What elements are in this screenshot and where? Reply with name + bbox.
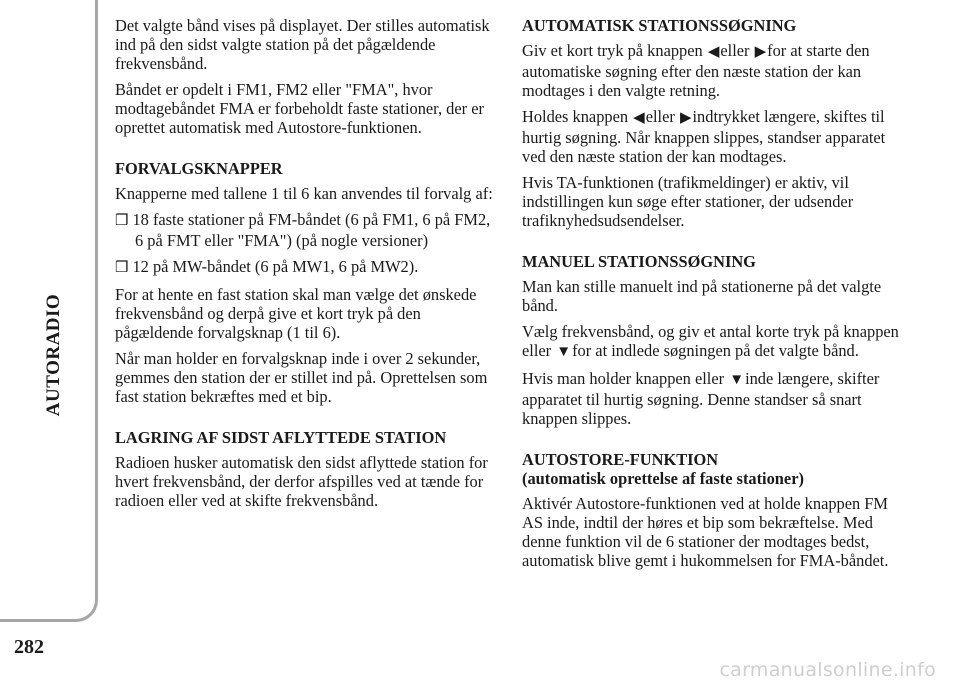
heading-autostore: AUTOSTORE-FUNKTION (automatisk oprettelse af faste stationer) <box>522 450 804 488</box>
heading-text: AUTOSTORE-FUNKTION <box>522 450 719 469</box>
paragraph: Man kan stille manuelt ind på stationerne på det valgte bånd. <box>522 277 882 315</box>
paragraph <box>522 322 907 362</box>
heading-automatisk-sogning: AUTOMATISK STATIONSSØGNING <box>522 16 797 35</box>
paragraph: Aktivér Autostore-funktionen ved at holde knappen FM AS inde, indtil der høres et bip som bekræftelse. Med denne funktion vil de 6 stationer der modtages bedst, automatisk blive gemt i hukommelsen for FMA-båndet. <box>522 494 889 570</box>
text: indtrykket længere, skiftes til hurtig søgning. Når knappen slippes, standser apparatet ved den næste station der kan modtages. <box>522 107 886 166</box>
list-item <box>115 210 500 250</box>
right-arrow-icon: ▶ <box>754 44 767 60</box>
text: Giv et kort tryk på knappen <box>522 41 703 60</box>
left-column <box>115 16 500 517</box>
text: for at indlede søgningen på det valgte bånd. <box>572 341 859 360</box>
heading-manuel-sogning: MANUEL STATIONSSØGNING <box>522 252 756 271</box>
text: Hvis man holder knappen eller <box>522 369 725 388</box>
heading-forvalgsknapper: FORVALGSKNAPPER <box>115 159 283 178</box>
paragraph: Båndet er opdelt i FM1, FM2 eller "FMA", hvor modtagebåndet FMA er forbeholdt faste stationer, der er oprettet automatisk med Autostore-funktionen. <box>115 80 484 137</box>
checkbox-bullet-icon: ❒ <box>115 213 129 229</box>
paragraph: Radioen husker automatisk den sidst aflyttede station for hvert frekvensbånd, der derfor afspilles ved at tænde for radioen eller ved at skifte frekvensbånd. <box>115 453 488 510</box>
right-arrow-icon: ▶ <box>679 110 692 126</box>
paragraph <box>522 41 907 100</box>
heading-subtitle: automatisk oprettelse af faste stationer <box>527 469 799 488</box>
down-arrow-icon: ▼ <box>729 372 745 388</box>
paragraph: For at hente en fast station skal man vælge det ønskede frekvensbånd og derpå give et kort tryk på den pågældende forvalgsknap (1 til 6). <box>115 285 477 342</box>
paragraph: Knapperne med tallene 1 til 6 kan anvendes til forvalg af: <box>115 184 493 203</box>
checkbox-bullet-icon: ❒ <box>115 260 129 276</box>
list-item-text: 18 faste stationer på FM-båndet (6 på FM1, 6 på FM2, 6 på FMT eller "FMA") (på nogle versioner) <box>132 210 491 250</box>
text: inde længere, skifter apparatet til hurtig søgning. Denne standser så snart knappen slippes. <box>522 369 880 428</box>
paragraph: Når man holder en forvalgsknap inde i over 2 sekunder, gemmes den station der er stillet ind på. Oprettelsen som fast station bekræftes med et bip. <box>115 349 488 406</box>
down-arrow-icon: ▼ <box>556 344 572 360</box>
text: for at starte den automatiske søgning efter den næste station der kan modtages i den valgte retning. <box>522 41 870 100</box>
text: eller <box>720 41 750 60</box>
text: Holdes knappen <box>522 107 629 126</box>
left-arrow-icon: ◀ <box>633 110 645 126</box>
text: eller <box>645 107 675 126</box>
list-item-text: 12 på MW-båndet (6 på MW1, 6 på MW2). <box>132 257 419 276</box>
section-label: AUTORADIO <box>43 293 64 417</box>
heading-lagring: LAGRING AF SIDST AFLYTTEDE STATION <box>115 428 447 447</box>
list-item <box>115 257 500 278</box>
paragraph <box>522 369 907 428</box>
right-column <box>522 16 907 577</box>
watermark: carmanualsonline.info <box>719 659 936 681</box>
text: Vælg frekvensbånd, og giv et antal korte tryk på knappen eller <box>522 322 899 360</box>
page-number: 282 <box>14 636 44 658</box>
paragraph: Det valgte bånd vises på displayet. Der stilles automatisk ind på den sidst valgte station på det pågældende frekvensbånd. <box>115 16 490 73</box>
paragraph <box>522 107 907 166</box>
paragraph: Hvis TA-funktionen (trafikmeldinger) er aktiv, vil indstillingen kun søge efter stationer, der udsender trafiknyhedsudsendelser. <box>522 173 854 230</box>
left-arrow-icon: ◀ <box>707 44 720 60</box>
